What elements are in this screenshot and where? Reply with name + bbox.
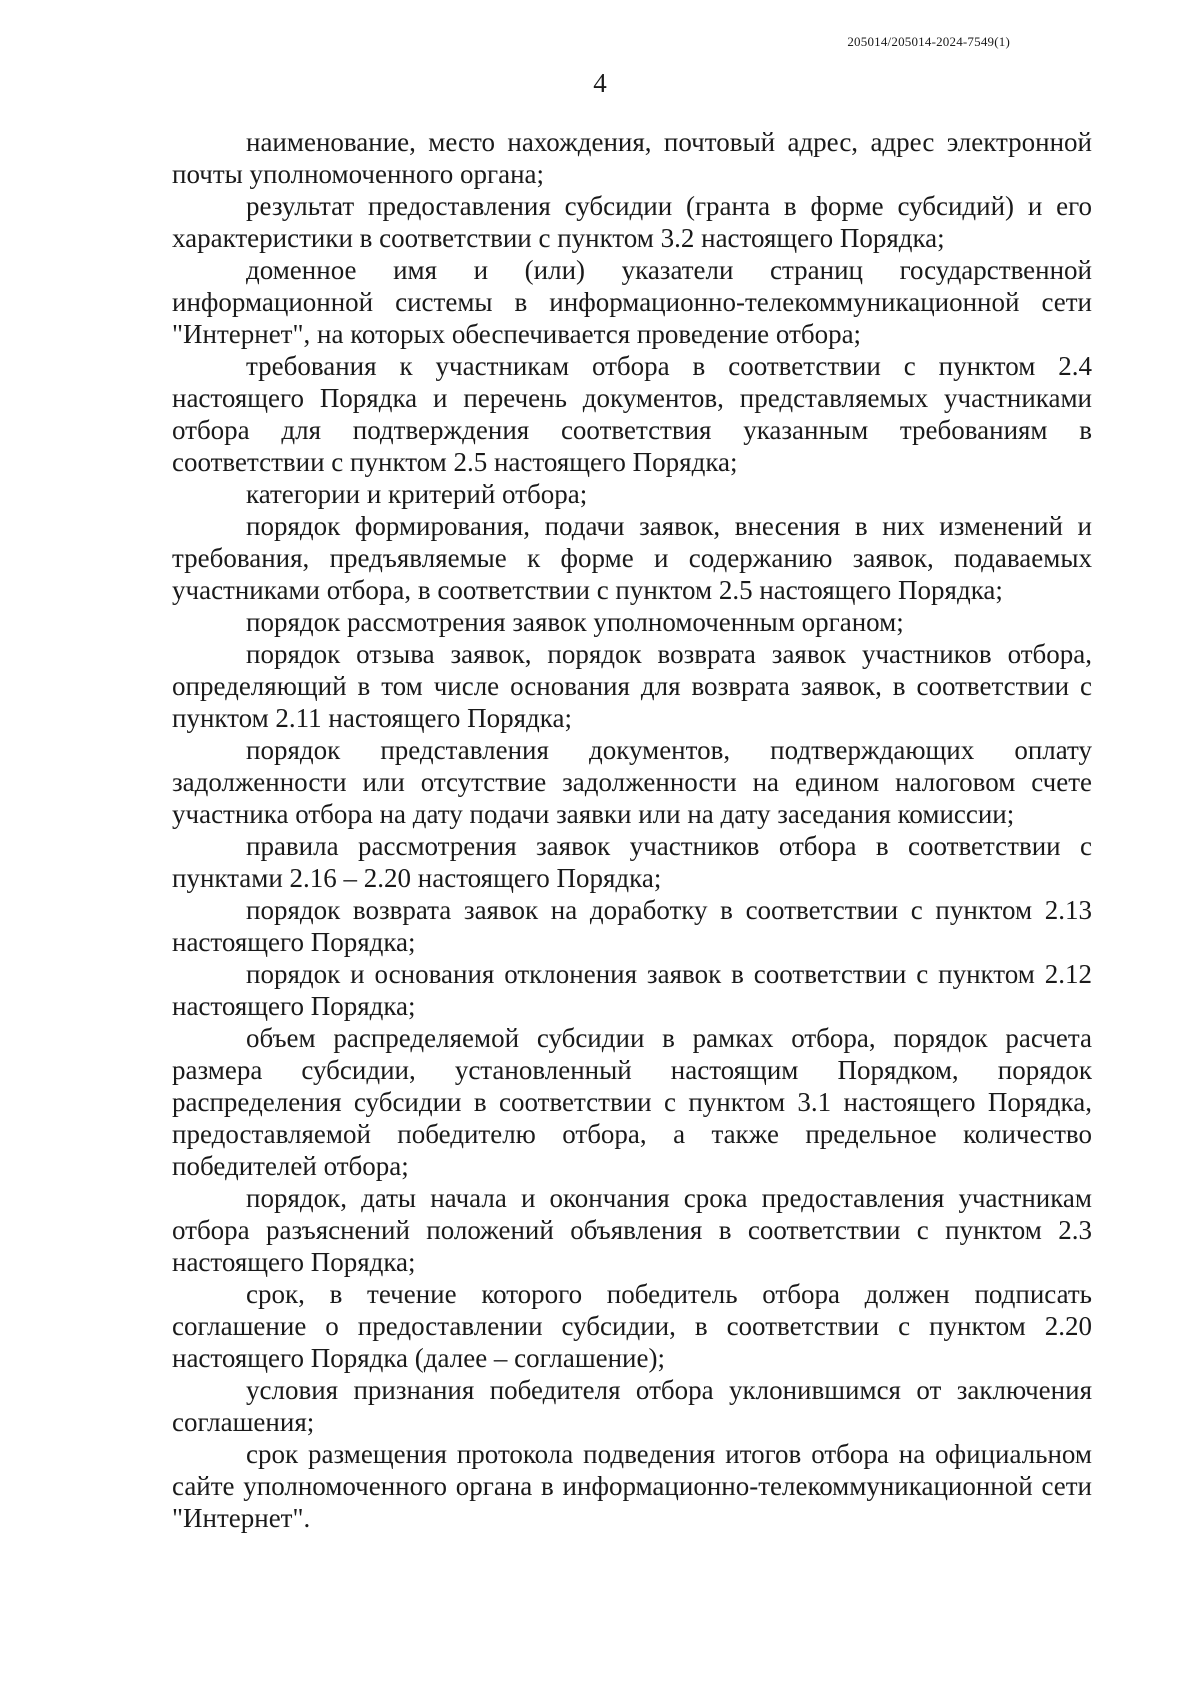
paragraph: порядок отзыва заявок, порядок возврата заявок участников отбора, определяющий в том числе основания для возврата заявок, в соответствии с пунктом 2.11 настоящего Порядка; (172, 639, 1092, 733)
paragraph: порядок формирования, подачи заявок, внесения в них изменений и требования, предъявляемые к форме и содержанию заявок, подаваемых участниками отбора, в соответствии с пунктом 2.5 настоящего Порядка; (172, 511, 1092, 605)
paragraph: наименование, место нахождения, почтовый адрес, адрес электронной почты уполномоченного органа; (172, 127, 1092, 189)
paragraph: условия признания победителя отбора уклонившимся от заключения соглашения; (172, 1375, 1092, 1437)
document-id: 205014/205014-2024-7549(1) (847, 34, 1010, 49)
paragraph: требования к участникам отбора в соответствии с пунктом 2.4 настоящего Порядка и перечень документов, представляемых участниками отбора для подтверждения соответствия указанным требованиям в соответствии с пунктом 2.5 настоящего Порядка; (172, 351, 1092, 477)
page-number: 4 (593, 68, 607, 98)
paragraph: срок, в течение которого победитель отбора должен подписать соглашение о предоставлении субсидии, в соответствии с пунктом 2.20 настоящего Порядка (далее – соглашение); (172, 1279, 1092, 1373)
paragraph: доменное имя и (или) указатели страниц государственной информационной системы в информационно-телекоммуникационной сети "Интернет", на которых обеспечивается проведение отбора; (172, 255, 1092, 349)
paragraph: срок размещения протокола подведения итогов отбора на официальном сайте уполномоченного органа в информационно-телекоммуникационной сети "Интернет". (172, 1439, 1092, 1533)
paragraph: результат предоставления субсидии (гранта в форме субсидий) и его характеристики в соответствии с пунктом 3.2 настоящего Порядка; (172, 191, 1092, 253)
paragraph: категории и критерий отбора; (246, 479, 588, 509)
paragraph: порядок представления документов, подтверждающих оплату задолженности или отсутствие задолженности на едином налоговом счете участника отбора на дату подачи заявки или на дату заседания комиссии; (172, 735, 1092, 829)
paragraph: правила рассмотрения заявок участников отбора в соответствии с пунктами 2.16 – 2.20 настоящего Порядка; (172, 831, 1092, 893)
paragraph: порядок рассмотрения заявок уполномоченным органом; (246, 607, 904, 637)
paragraph: порядок и основания отклонения заявок в соответствии с пунктом 2.12 настоящего Порядка; (172, 959, 1092, 1021)
paragraph: объем распределяемой субсидии в рамках отбора, порядок расчета размера субсидии, установленный настоящим Порядком, порядок распределения субсидии в соответствии с пунктом 3.1 настоящего Порядка, предоставляемой победителю отбора, а также предельное количество победителей отбора; (172, 1023, 1092, 1181)
paragraph: порядок возврата заявок на доработку в соответствии с пунктом 2.13 настоящего Порядка; (172, 895, 1092, 957)
document-body (172, 126, 1092, 1534)
paragraph: порядок, даты начала и окончания срока предоставления участникам отбора разъяснений положений объявления в соответствии с пунктом 2.3 настоящего Порядка; (172, 1183, 1092, 1277)
